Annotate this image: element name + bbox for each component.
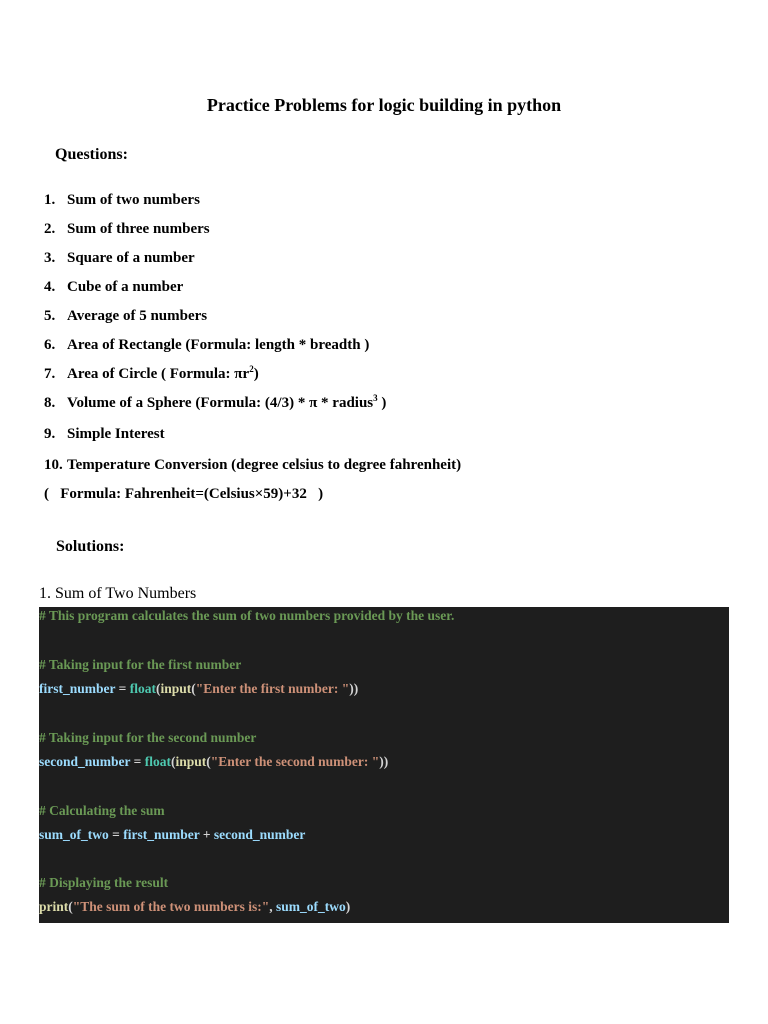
- code-string: "Enter the first number: ": [195, 681, 350, 696]
- superscript: 3: [373, 393, 378, 403]
- question-number: 4.: [44, 279, 56, 295]
- question-item: [44, 335, 369, 355]
- code-variable: sum_of_two: [276, 899, 346, 914]
- code-variable: sum_of_two: [39, 827, 109, 842]
- code-builtin: float: [129, 681, 156, 696]
- code-comment: # This program calculates the sum of two numbers provided by the user.: [39, 608, 455, 623]
- code-string: "The sum of the two numbers is:": [72, 899, 270, 914]
- code-line-print: [39, 898, 350, 916]
- code-operator: =: [130, 754, 145, 769]
- solution-title: 1. Sum of Two Numbers: [39, 585, 197, 602]
- code-line-first-input: [39, 680, 358, 698]
- code-comment: # Calculating the sum: [39, 803, 165, 818]
- questions-heading: Questions:: [55, 146, 128, 163]
- code-variable: first_number: [39, 681, 116, 696]
- question-text: Cube of a number: [67, 279, 184, 295]
- solutions-heading: Solutions:: [56, 538, 125, 555]
- question-item: [44, 277, 183, 297]
- question-number: 7.: [44, 366, 56, 382]
- question-item: [44, 219, 210, 239]
- question-text: Area of Circle ( Formula: πr: [67, 366, 250, 382]
- question-text: Sum of three numbers: [67, 221, 210, 237]
- code-paren: )): [349, 681, 359, 696]
- code-block: [39, 607, 729, 923]
- superscript: 2: [249, 364, 254, 374]
- question-item: [44, 455, 461, 475]
- question-item: [44, 364, 259, 384]
- question-text: Square of a number: [67, 250, 195, 266]
- code-variable: second_number: [213, 827, 306, 842]
- question-number: 1.: [44, 192, 56, 208]
- question-number: 5.: [44, 308, 56, 324]
- question-number: 9.: [44, 426, 56, 442]
- question-text: Volume of a Sphere (Formula: (4/3) * π * radius: [67, 395, 374, 411]
- question-number: 10.: [44, 457, 63, 473]
- code-string: "Enter the second number: ": [210, 754, 380, 769]
- question-text: Simple Interest: [67, 426, 165, 442]
- question-text-end: ): [253, 366, 259, 382]
- code-line-sum: [39, 826, 305, 844]
- code-operator: =: [108, 827, 124, 842]
- code-builtin: float: [144, 754, 171, 769]
- question-text: Temperature Conversion (degree celsius to degree fahrenheit): [67, 457, 462, 473]
- code-paren: (: [170, 754, 176, 769]
- question-item: [44, 190, 200, 210]
- question-text-end: ): [377, 395, 387, 411]
- question-number: 6.: [44, 337, 56, 353]
- page-title: Practice Problems for logic building in python: [206, 95, 562, 115]
- formula-note: ( Formula: Fahrenheit=(Celsius×59)+32 ): [44, 486, 324, 502]
- question-item: [44, 306, 207, 326]
- question-item: [44, 393, 386, 413]
- code-variable: second_number: [39, 754, 131, 769]
- question-item: [44, 248, 195, 268]
- code-variable: first_number: [123, 827, 200, 842]
- code-function: input: [175, 754, 207, 769]
- code-function: print: [39, 899, 69, 914]
- code-paren: (: [68, 899, 73, 914]
- code-comma: ,: [269, 899, 277, 914]
- code-paren: (: [155, 681, 161, 696]
- code-function: input: [160, 681, 192, 696]
- question-number: 2.: [44, 221, 56, 237]
- code-paren: (: [206, 754, 211, 769]
- question-number: 3.: [44, 250, 56, 266]
- code-line-second-input: [39, 753, 388, 771]
- code-paren: )): [379, 754, 389, 769]
- code-operator: =: [115, 681, 130, 696]
- code-comment: # Taking input for the second number: [39, 730, 257, 745]
- code-paren: (: [191, 681, 196, 696]
- question-item: [44, 424, 165, 444]
- question-text: Average of 5 numbers: [67, 308, 208, 324]
- code-operator: +: [199, 827, 214, 842]
- question-number: 8.: [44, 395, 56, 411]
- code-comment: # Taking input for the first number: [39, 657, 242, 672]
- code-paren: ): [345, 899, 351, 914]
- question-text: Sum of two numbers: [67, 192, 200, 208]
- question-text: Area of Rectangle (Formula: length * breadth ): [67, 337, 370, 353]
- code-comment: # Displaying the result: [39, 875, 169, 890]
